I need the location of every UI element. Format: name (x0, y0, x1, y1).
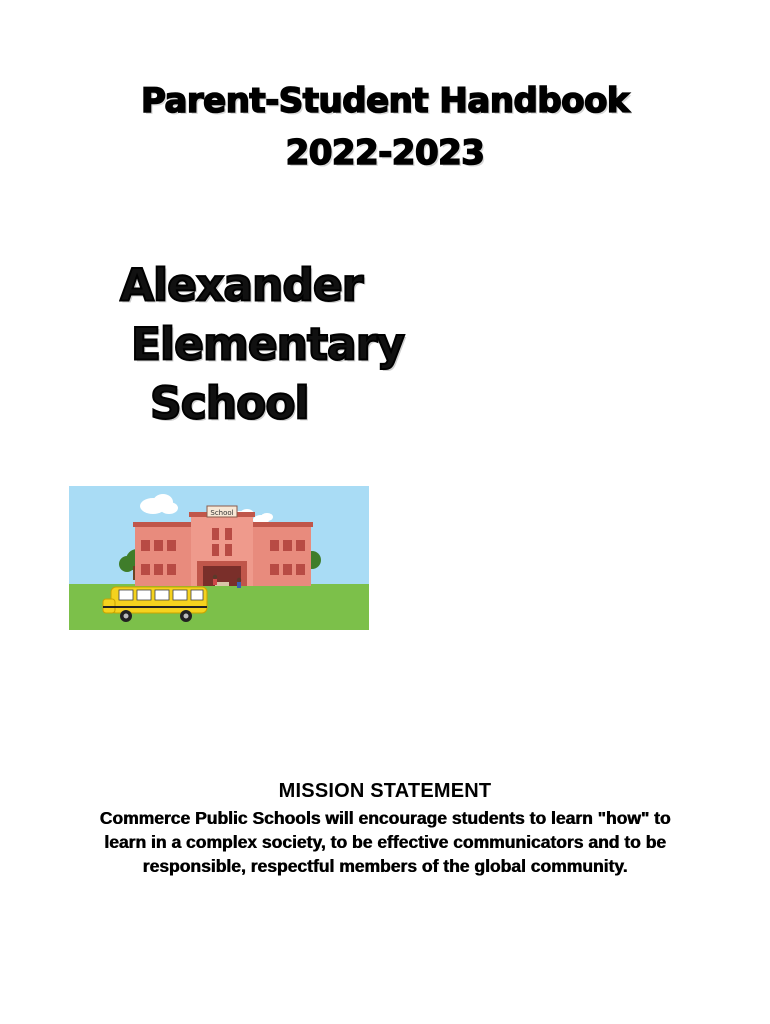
school-name-line-3: School (150, 377, 309, 430)
school-name-line-2: Elementary (131, 318, 405, 371)
mission-text-line-2: learn in a complex society, to be effective communicators and to be (104, 832, 666, 852)
handbook-title: Parent-Student Handbook (140, 81, 630, 121)
mission-text-line-1: Commerce Public Schools will encourage students to learn "how" to (99, 808, 671, 828)
school-illustration (69, 486, 369, 630)
mission-heading: MISSION STATEMENT (278, 780, 492, 802)
school-name-line-1: Alexander (120, 259, 363, 312)
handbook-year: 2022-2023 (285, 133, 485, 173)
mission-text-line-3: responsible, respectful members of the global community. (142, 856, 628, 876)
school-sign-text: School (210, 509, 234, 517)
